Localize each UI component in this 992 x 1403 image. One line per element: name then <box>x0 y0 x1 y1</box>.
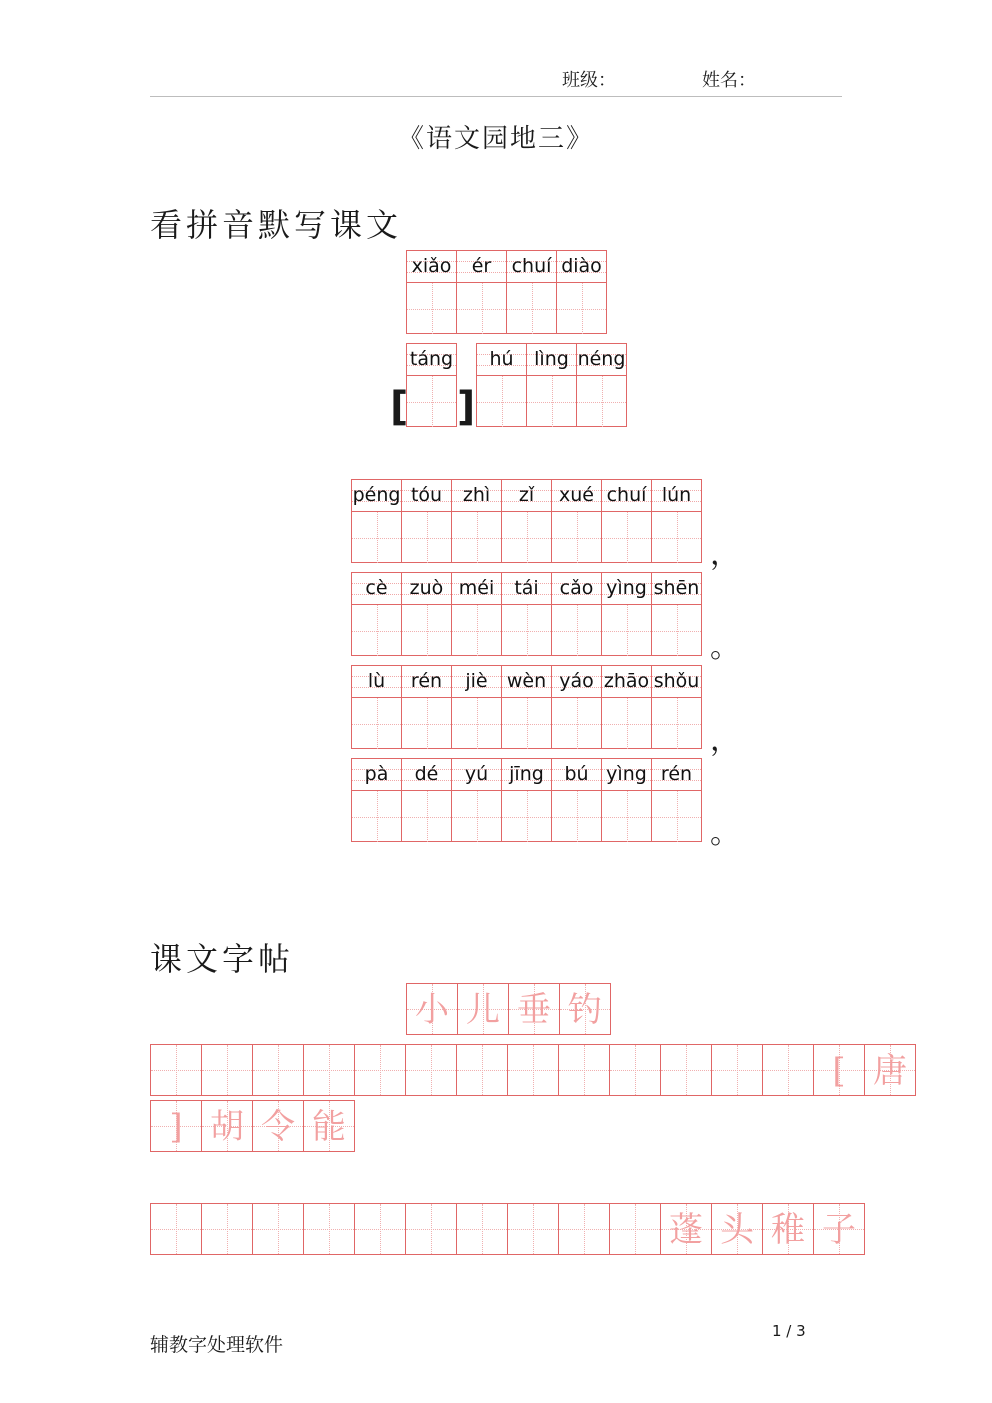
copybook-cell[interactable] <box>303 1044 355 1096</box>
pinyin-syllable: lìng <box>527 344 576 376</box>
hanzi-tianzige-box[interactable] <box>402 791 451 842</box>
pinyin-writing-cell[interactable] <box>401 758 452 842</box>
hanzi-tianzige-box[interactable] <box>352 698 401 749</box>
copybook-cell[interactable] <box>508 983 560 1035</box>
pinyin-writing-cell[interactable] <box>551 479 602 563</box>
pinyin-syllable: rén <box>652 759 701 791</box>
dynasty-row <box>406 343 457 427</box>
copybook-cell[interactable] <box>303 1100 355 1152</box>
tracing-character <box>712 1045 762 1095</box>
pinyin-writing-cell[interactable] <box>651 758 702 842</box>
punctuation-mark: ， <box>710 537 740 572</box>
pinyin-writing-cell[interactable] <box>501 758 552 842</box>
hanzi-tianzige-box[interactable] <box>407 283 456 334</box>
pinyin-writing-cell[interactable] <box>501 479 552 563</box>
hanzi-tianzige-box[interactable] <box>352 512 401 563</box>
tracing-character: 能 <box>312 1107 346 1147</box>
tracing-character <box>355 1045 405 1095</box>
copybook-cell[interactable] <box>762 1203 814 1255</box>
pinyin-writing-cell[interactable] <box>651 572 702 656</box>
pinyin-syllable: rén <box>402 666 451 698</box>
footer-software-name: 辅教字处理软件 <box>150 1334 284 1356</box>
pinyin-syllable: diào <box>557 251 606 283</box>
pinyin-writing-cell[interactable] <box>551 665 602 749</box>
tracing-character: 稚 <box>771 1210 805 1250</box>
copybook-title-row <box>406 983 611 1035</box>
hanzi-tianzige-box[interactable] <box>502 791 551 842</box>
hanzi-tianzige-box[interactable] <box>652 791 701 842</box>
pinyin-syllable: zhì <box>452 480 501 512</box>
pinyin-writing-cell[interactable] <box>556 250 607 334</box>
pinyin-writing-cell[interactable] <box>601 572 652 656</box>
hanzi-tianzige-box[interactable] <box>457 283 506 334</box>
pinyin-syllable: zuò <box>402 573 451 605</box>
hanzi-tianzige-box[interactable] <box>407 376 456 427</box>
poem-line-row <box>351 758 702 842</box>
pinyin-writing-cell[interactable] <box>501 665 552 749</box>
copybook-cell[interactable] <box>711 1203 763 1255</box>
punctuation-mark: 。 <box>710 630 740 665</box>
copybook-cell[interactable] <box>813 1044 865 1096</box>
pinyin-syllable: shēn <box>652 573 701 605</box>
pinyin-syllable: zhāo <box>602 666 651 698</box>
punctuation-mark: ， <box>710 723 740 758</box>
tracing-character <box>457 1045 507 1095</box>
hanzi-tianzige-box[interactable] <box>352 605 401 656</box>
copybook-cell[interactable] <box>456 1203 508 1255</box>
tracing-character <box>559 1204 609 1254</box>
tracing-character <box>610 1204 660 1254</box>
hanzi-tianzige-box[interactable] <box>452 605 501 656</box>
hanzi-tianzige-box[interactable] <box>552 698 601 749</box>
pinyin-writing-cell[interactable] <box>401 572 452 656</box>
tracing-character <box>508 1045 558 1095</box>
tracing-character: 小 <box>415 990 449 1030</box>
pinyin-writing-cell[interactable] <box>406 250 457 334</box>
tracing-character <box>406 1045 456 1095</box>
hanzi-tianzige-box[interactable] <box>602 605 651 656</box>
hanzi-tianzige-box[interactable] <box>402 512 451 563</box>
pinyin-syllable: wèn <box>502 666 551 698</box>
hanzi-tianzige-box[interactable] <box>577 376 626 427</box>
name-label: 姓名： <box>702 70 756 91</box>
hanzi-tianzige-box[interactable] <box>602 512 651 563</box>
poem-line-row <box>351 479 702 563</box>
pinyin-syllable: chuí <box>507 251 556 283</box>
punctuation-mark: 。 <box>710 816 740 851</box>
hanzi-tianzige-box[interactable] <box>602 698 651 749</box>
copybook-cell[interactable] <box>559 983 611 1035</box>
hanzi-tianzige-box[interactable] <box>452 791 501 842</box>
footer-page-number: 1 / 3 <box>772 1322 806 1340</box>
tracing-character: 胡 <box>210 1107 244 1147</box>
bracket-close: ] <box>457 384 476 430</box>
pinyin-syllable: táng <box>407 344 456 376</box>
hanzi-tianzige-box[interactable] <box>602 791 651 842</box>
section-heading-pinyin-dictation: 看拼音默写课文 <box>150 206 403 244</box>
copybook-cell[interactable] <box>457 983 509 1035</box>
copybook-cell[interactable] <box>354 1044 406 1096</box>
tracing-character <box>151 1045 201 1095</box>
pinyin-writing-cell[interactable] <box>451 479 502 563</box>
pinyin-writing-cell[interactable] <box>401 665 452 749</box>
copybook-cell[interactable] <box>813 1203 865 1255</box>
copybook-cell[interactable] <box>456 1044 508 1096</box>
tracing-character <box>763 1045 813 1095</box>
pinyin-syllable: néng <box>577 344 626 376</box>
pinyin-writing-cell[interactable] <box>651 479 702 563</box>
pinyin-syllable: dé <box>402 759 451 791</box>
hanzi-tianzige-box[interactable] <box>402 698 451 749</box>
pinyin-writing-cell[interactable] <box>651 665 702 749</box>
copybook-cell[interactable] <box>609 1044 661 1096</box>
hanzi-tianzige-box[interactable] <box>502 512 551 563</box>
pinyin-syllable: jīng <box>502 759 551 791</box>
pinyin-writing-cell[interactable] <box>551 758 602 842</box>
tracing-character: 蓬 <box>669 1210 703 1250</box>
tracing-character <box>457 1204 507 1254</box>
pinyin-writing-cell[interactable] <box>451 665 502 749</box>
copybook-cell[interactable] <box>406 983 458 1035</box>
tracing-character: 唐 <box>873 1051 907 1091</box>
copybook-cell[interactable] <box>762 1044 814 1096</box>
hanzi-tianzige-box[interactable] <box>652 698 701 749</box>
copybook-cell[interactable] <box>507 1044 559 1096</box>
tracing-character <box>406 1204 456 1254</box>
copybook-cell[interactable] <box>405 1203 457 1255</box>
copybook-cell[interactable] <box>864 1044 916 1096</box>
pinyin-writing-cell[interactable] <box>451 572 502 656</box>
pinyin-writing-cell[interactable] <box>351 572 402 656</box>
tracing-character: 子 <box>822 1210 856 1250</box>
pinyin-writing-cell[interactable] <box>601 758 652 842</box>
hanzi-tianzige-box[interactable] <box>352 791 401 842</box>
copybook-cell[interactable] <box>558 1203 610 1255</box>
tracing-character <box>202 1204 252 1254</box>
pinyin-writing-cell[interactable] <box>351 665 402 749</box>
copybook-cell[interactable] <box>558 1044 610 1096</box>
pinyin-syllable: cè <box>352 573 401 605</box>
pinyin-writing-cell[interactable] <box>351 758 402 842</box>
tracing-character <box>202 1045 252 1095</box>
document-title: 《语文园地三》 <box>397 124 594 154</box>
tracing-character <box>253 1204 303 1254</box>
pinyin-syllable: hú <box>477 344 526 376</box>
pinyin-writing-cell[interactable] <box>476 343 527 427</box>
pinyin-writing-cell[interactable] <box>551 572 602 656</box>
tracing-character <box>253 1045 303 1095</box>
hanzi-tianzige-box[interactable] <box>502 698 551 749</box>
pinyin-writing-cell[interactable] <box>576 343 627 427</box>
hanzi-tianzige-box[interactable] <box>402 605 451 656</box>
pinyin-syllable: bú <box>552 759 601 791</box>
pinyin-writing-cell[interactable] <box>501 572 552 656</box>
copybook-cell[interactable] <box>405 1044 457 1096</box>
tracing-character: ] <box>169 1107 183 1147</box>
tracing-character <box>355 1204 405 1254</box>
pinyin-syllable: yìng <box>602 759 651 791</box>
copybook-cell[interactable] <box>660 1203 712 1255</box>
tracing-character <box>661 1045 711 1095</box>
poem-line-row <box>351 572 702 656</box>
pinyin-syllable: tái <box>502 573 551 605</box>
tracing-character <box>304 1045 354 1095</box>
author-row <box>476 343 627 427</box>
pinyin-writing-cell[interactable] <box>526 343 577 427</box>
pinyin-writing-cell[interactable] <box>406 343 457 427</box>
tracing-character <box>151 1204 201 1254</box>
header-divider <box>150 96 842 97</box>
tracing-character: 令 <box>261 1107 295 1147</box>
copybook-cell[interactable] <box>150 1044 202 1096</box>
copybook-cell[interactable] <box>252 1044 304 1096</box>
hanzi-tianzige-box[interactable] <box>552 512 601 563</box>
hanzi-tianzige-box[interactable] <box>452 512 501 563</box>
copybook-cell[interactable] <box>201 1203 253 1255</box>
tracing-character: 钓 <box>568 990 602 1030</box>
pinyin-syllable: tóu <box>402 480 451 512</box>
pinyin-syllable: yìng <box>602 573 651 605</box>
pinyin-writing-cell[interactable] <box>451 758 502 842</box>
tracing-character <box>304 1204 354 1254</box>
pinyin-syllable: shǒu <box>652 666 701 698</box>
tracing-character <box>559 1045 609 1095</box>
tracing-character <box>508 1204 558 1254</box>
pinyin-writing-cell[interactable] <box>456 250 507 334</box>
hanzi-tianzige-box[interactable] <box>452 698 501 749</box>
copybook-row <box>150 1203 865 1255</box>
pinyin-syllable: xué <box>552 480 601 512</box>
class-label: 班级： <box>562 70 616 91</box>
copybook-cell[interactable] <box>150 1100 202 1152</box>
pinyin-syllable: cǎo <box>552 573 601 605</box>
pinyin-syllable: chuí <box>602 480 651 512</box>
bracket-open: [ <box>390 384 409 430</box>
pinyin-writing-cell[interactable] <box>601 665 652 749</box>
pinyin-syllable: jiè <box>452 666 501 698</box>
tracing-character: 儿 <box>466 990 500 1030</box>
pinyin-syllable: xiǎo <box>407 251 456 283</box>
hanzi-tianzige-box[interactable] <box>507 283 556 334</box>
pinyin-writing-cell[interactable] <box>601 479 652 563</box>
copybook-cell[interactable] <box>507 1203 559 1255</box>
copybook-cell[interactable] <box>201 1100 253 1152</box>
hanzi-tianzige-box[interactable] <box>557 283 606 334</box>
pinyin-syllable: pà <box>352 759 401 791</box>
pinyin-syllable: péng <box>352 480 401 512</box>
poem-line-row <box>351 665 702 749</box>
pinyin-writing-cell[interactable] <box>401 479 452 563</box>
copybook-row <box>150 1100 355 1152</box>
pinyin-syllable: zǐ <box>502 480 551 512</box>
tracing-character: 头 <box>720 1210 754 1250</box>
hanzi-tianzige-box[interactable] <box>652 512 701 563</box>
copybook-cell[interactable] <box>252 1100 304 1152</box>
tracing-character <box>610 1045 660 1095</box>
copybook-cell[interactable] <box>711 1044 763 1096</box>
copybook-cell[interactable] <box>303 1203 355 1255</box>
pinyin-syllable: yú <box>452 759 501 791</box>
pinyin-writing-cell[interactable] <box>351 479 402 563</box>
pinyin-syllable: ér <box>457 251 506 283</box>
copybook-cell[interactable] <box>609 1203 661 1255</box>
tracing-character: 垂 <box>517 990 551 1030</box>
copybook-cell[interactable] <box>252 1203 304 1255</box>
copybook-cell[interactable] <box>201 1044 253 1096</box>
header-fields <box>0 66 992 92</box>
pinyin-writing-cell[interactable] <box>506 250 557 334</box>
copybook-cell[interactable] <box>150 1203 202 1255</box>
copybook-cell[interactable] <box>354 1203 406 1255</box>
hanzi-tianzige-box[interactable] <box>552 791 601 842</box>
pinyin-syllable: lún <box>652 480 701 512</box>
hanzi-tianzige-box[interactable] <box>502 605 551 656</box>
hanzi-tianzige-box[interactable] <box>552 605 601 656</box>
copybook-cell[interactable] <box>660 1044 712 1096</box>
hanzi-tianzige-box[interactable] <box>527 376 576 427</box>
pinyin-syllable: lù <box>352 666 401 698</box>
poem-title-row <box>406 250 607 334</box>
hanzi-tianzige-box[interactable] <box>477 376 526 427</box>
hanzi-tianzige-box[interactable] <box>652 605 701 656</box>
tracing-character: [ <box>832 1051 846 1091</box>
copybook-row <box>150 1044 916 1096</box>
section-heading-copybook: 课文字帖 <box>150 940 295 978</box>
pinyin-syllable: méi <box>452 573 501 605</box>
pinyin-syllable: yáo <box>552 666 601 698</box>
